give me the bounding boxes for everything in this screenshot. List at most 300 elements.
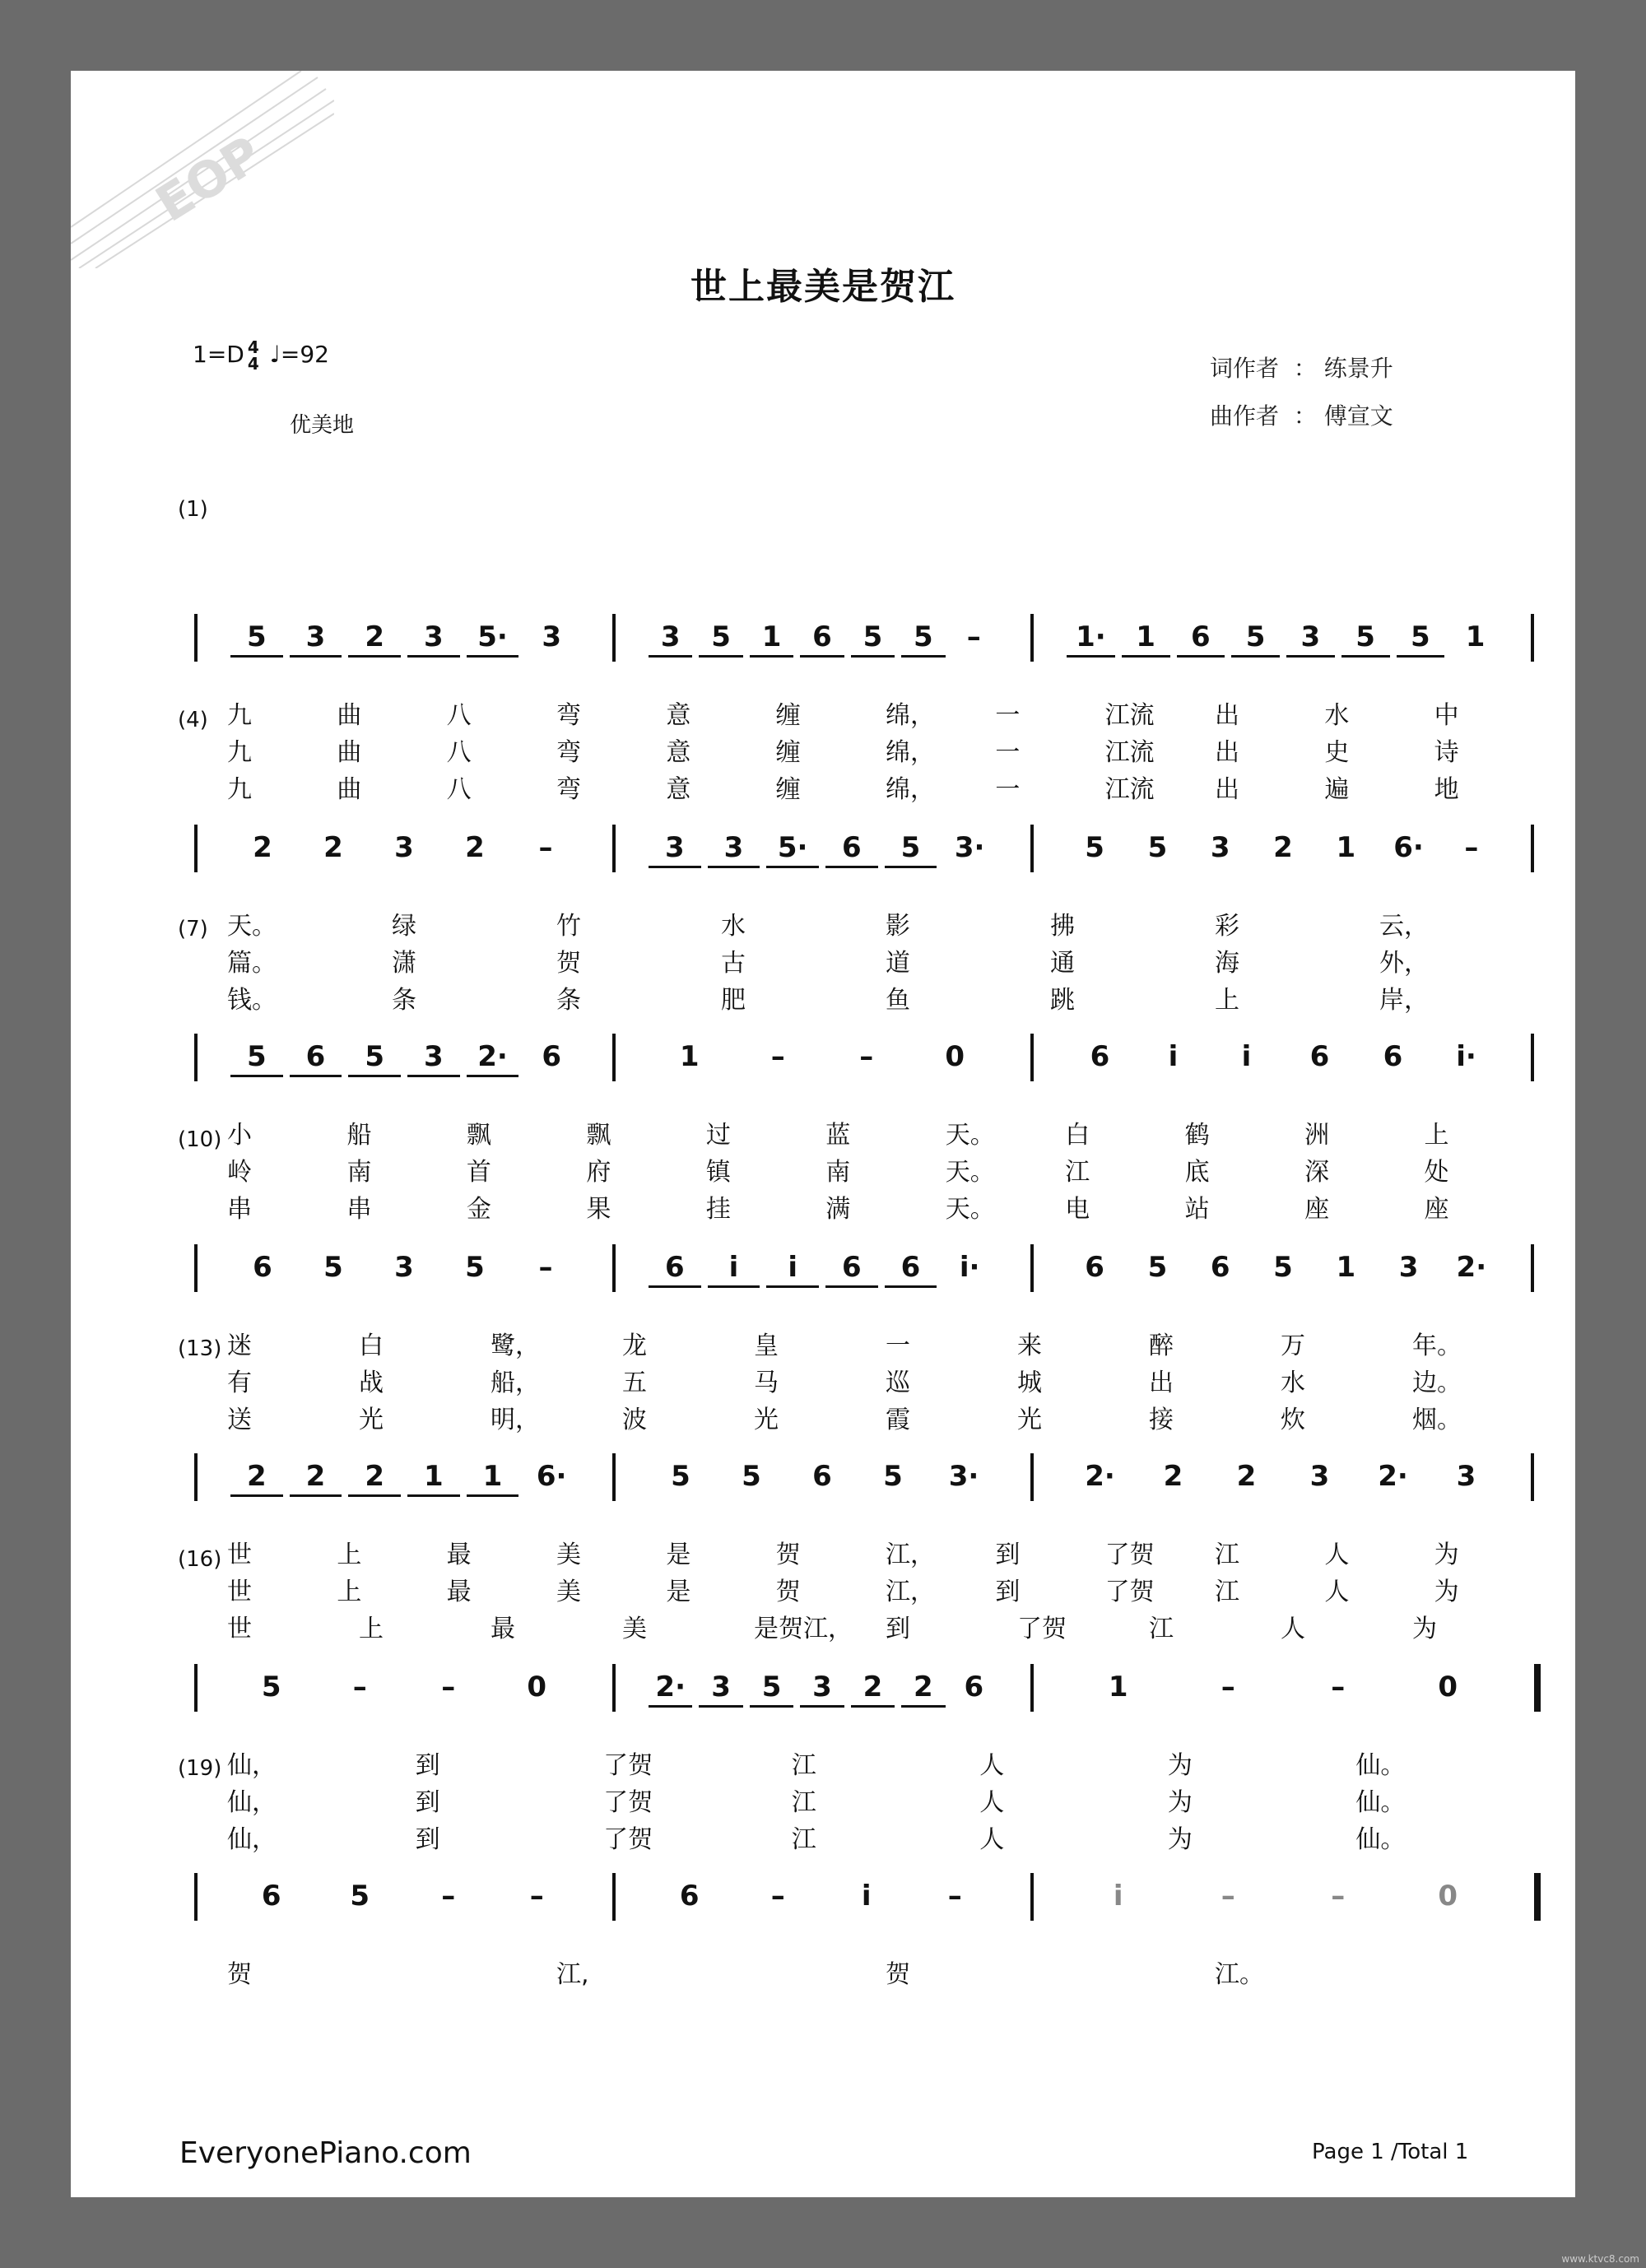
lyric-syllable: 江	[1149, 1615, 1174, 1643]
quarter-note-icon: ♩	[269, 341, 281, 368]
lyric-syllable: 江，	[886, 1578, 935, 1606]
note: i	[861, 1880, 872, 1912]
note: 2	[914, 1671, 933, 1703]
note: 3	[812, 1671, 832, 1703]
note: 0	[945, 1040, 965, 1073]
note: –	[441, 1880, 456, 1912]
note: 5	[711, 620, 731, 653]
note: 6	[1210, 1251, 1230, 1284]
lyric-syllable: 水	[1281, 1369, 1305, 1397]
lyric-syllable: 船	[346, 1121, 372, 1150]
note: –	[966, 620, 981, 653]
beam-underline	[766, 866, 819, 868]
bar-line	[612, 1453, 616, 1501]
note: 3	[542, 620, 561, 653]
lyric-syllable: 八	[446, 738, 472, 767]
lyric-syllable: 江	[791, 1825, 816, 1854]
lyric-syllable: 鹭，	[491, 1332, 540, 1360]
lyric-syllable: 皇	[754, 1332, 779, 1360]
lyric-syllable: 白	[359, 1332, 384, 1360]
note: 3	[394, 831, 414, 864]
note: 5	[1411, 620, 1430, 653]
note: 2·	[477, 1040, 508, 1073]
lyric-syllable: 通	[1050, 949, 1075, 978]
lyric-syllable: 了贺	[1104, 1578, 1155, 1606]
lyric-syllable: 人	[1324, 1578, 1350, 1606]
lyric-syllable: 边。	[1412, 1369, 1462, 1397]
lyric-syllable: 波	[622, 1406, 647, 1434]
lyric-syllable: 上	[359, 1615, 384, 1643]
lyric-syllable: 醉	[1149, 1332, 1174, 1360]
lyric-syllable: 城	[1017, 1369, 1042, 1397]
bar-line	[194, 1034, 198, 1081]
lyric-syllable: 一	[995, 738, 1021, 767]
lyric-syllable: 送	[227, 1406, 252, 1434]
lyric-syllable: 岸，	[1379, 986, 1429, 1015]
bar-line	[1030, 614, 1034, 662]
note: 2	[305, 1460, 326, 1493]
beam-underline	[708, 866, 760, 868]
note: 1	[482, 1460, 503, 1493]
beam-underline	[467, 655, 519, 658]
note: 1	[1108, 1671, 1128, 1703]
note: 1	[1336, 831, 1356, 864]
bar-line	[612, 1873, 616, 1921]
lyric-syllable: 潇	[392, 949, 416, 978]
beam-underline	[290, 1494, 342, 1497]
note: 5	[1147, 831, 1168, 864]
note: 0	[1438, 1671, 1458, 1703]
note: 3	[711, 1671, 731, 1703]
bar-line	[1030, 1873, 1034, 1921]
measure-number: (13)	[178, 1336, 222, 1361]
note: 6	[1085, 1251, 1104, 1284]
lyric-syllable: 了贺	[603, 1788, 653, 1817]
note: 5	[900, 831, 921, 864]
lyric-syllable: 到	[415, 1788, 440, 1817]
lyric-syllable: 万	[1281, 1332, 1305, 1360]
note: 3	[1210, 831, 1230, 864]
bar-line	[194, 614, 198, 662]
beam-underline	[290, 1075, 342, 1077]
lyric-syllable: 影	[886, 912, 910, 941]
bar-line	[612, 1034, 616, 1081]
note: i	[788, 1251, 797, 1284]
lyric-syllable: 古	[721, 949, 746, 978]
lyric-syllable: 篇。	[227, 949, 277, 978]
lyric-syllable: 出	[1215, 738, 1239, 767]
note: 6	[679, 1880, 700, 1912]
lyric-syllable: 到	[415, 1751, 440, 1780]
lyric-syllable: 霞	[886, 1406, 910, 1434]
note: 2·	[655, 1671, 686, 1703]
lyric-syllable: 江,	[556, 1960, 589, 1989]
note: –	[538, 831, 553, 864]
lyric-syllable: 镇	[705, 1158, 731, 1187]
lyric-syllable: 光	[754, 1406, 779, 1434]
note: 5	[350, 1880, 370, 1912]
note: –	[538, 1251, 553, 1284]
beam-underline	[1067, 655, 1115, 658]
note: 3	[394, 1251, 414, 1284]
lyric-syllable: 九	[227, 775, 252, 804]
footer-site: EveryonePiano.com	[179, 2136, 472, 2170]
lyric-syllable: 曲	[337, 701, 362, 730]
lyric-syllable: 人	[979, 1751, 1005, 1780]
note: 5	[742, 1460, 761, 1493]
lyric-syllable: 美	[556, 1541, 581, 1569]
beam-underline	[1341, 655, 1390, 658]
bar-line	[1531, 1244, 1534, 1292]
lyric-syllable: 最	[446, 1541, 472, 1569]
bar-line	[1531, 614, 1534, 662]
beam-underline	[649, 1285, 701, 1288]
lyric-syllable: 是贺江，	[754, 1615, 853, 1643]
lyric-syllable: 烟。	[1412, 1406, 1462, 1434]
lyric-syllable: 遍	[1324, 775, 1350, 804]
note: 0	[1438, 1880, 1458, 1912]
lyric-syllable: 船，	[491, 1369, 540, 1397]
lyric-syllable: 江流	[1104, 738, 1155, 767]
beam-underline	[708, 1285, 760, 1288]
note: 5	[914, 620, 933, 653]
measure-number: (4)	[178, 708, 208, 732]
bar-line	[1030, 1453, 1034, 1501]
note: 5	[1355, 620, 1375, 653]
lyric-syllable: 座	[1424, 1195, 1449, 1224]
lyric-syllable: 诗	[1434, 738, 1459, 767]
lyric-syllable: 人	[979, 1825, 1005, 1854]
lyric-syllable: 上	[1424, 1121, 1449, 1150]
lyric-syllable: 光	[1017, 1406, 1042, 1434]
note: 5	[323, 1251, 343, 1284]
beam-underline	[1397, 655, 1445, 658]
lyric-syllable: 南	[825, 1158, 851, 1187]
lyric-syllable: 水	[721, 912, 746, 941]
lyric-syllable: 天。	[945, 1121, 995, 1150]
beam-underline	[800, 655, 844, 658]
lyric-syllable: 串	[227, 1195, 252, 1224]
lyric-syllable: 深	[1304, 1158, 1330, 1187]
lyric-syllable: 到	[886, 1615, 910, 1643]
bar-line	[1030, 825, 1034, 872]
note: 1·	[1076, 620, 1106, 653]
lyric-syllable: 站	[1184, 1195, 1210, 1224]
beam-underline	[407, 1075, 460, 1077]
note: 0	[527, 1671, 547, 1703]
lyric-syllable: 为	[1434, 1541, 1459, 1569]
lyric-syllable: 贺	[556, 949, 581, 978]
lyric-syllable: 仙。	[1355, 1751, 1406, 1780]
lyric-syllable: 洲	[1304, 1121, 1330, 1150]
lyric-syllable: 南	[346, 1158, 372, 1187]
lyric-syllable: 缠	[775, 701, 801, 730]
note: 2	[1163, 1460, 1183, 1493]
note: 3	[423, 1040, 444, 1073]
lyric-syllable: 一	[886, 1332, 910, 1360]
bar-line	[1030, 1034, 1034, 1081]
note: –	[352, 1671, 367, 1703]
note: 6	[1191, 620, 1211, 653]
note: 5	[761, 1671, 782, 1703]
lyric-syllable: 江流	[1104, 775, 1155, 804]
note: 5	[246, 1040, 267, 1073]
lyric-syllable: 意	[666, 701, 691, 730]
beam-underline	[649, 1705, 692, 1708]
lyric-syllable: 世	[227, 1578, 252, 1606]
note: 2	[1236, 1460, 1257, 1493]
note: 6	[964, 1671, 984, 1703]
bar-line	[1531, 1453, 1534, 1501]
note: 6	[664, 1251, 685, 1284]
note: 5	[671, 1460, 690, 1493]
measure-number: (7)	[178, 917, 208, 941]
beam-underline	[901, 1705, 945, 1708]
lyric-syllable: 钱。	[227, 986, 277, 1015]
note: 2	[365, 1460, 384, 1493]
note: 3	[305, 620, 326, 653]
note: 5	[261, 1671, 281, 1703]
lyric-syllable: 条	[556, 986, 581, 1015]
lyric-syllable: 中	[1434, 701, 1459, 730]
lyric-syllable: 贺	[227, 1960, 252, 1989]
beam-underline	[825, 1285, 878, 1288]
note: 2	[465, 831, 485, 864]
beam-underline	[407, 1494, 460, 1497]
beam-underline	[348, 655, 401, 658]
note: 3	[1456, 1460, 1476, 1493]
lyric-syllable: 为	[1167, 1825, 1193, 1854]
lyric-syllable: 美	[622, 1615, 647, 1643]
note: –	[1331, 1880, 1346, 1912]
note: 2	[246, 1460, 267, 1493]
beam-underline	[750, 655, 793, 658]
lyric-syllable: 飘	[466, 1121, 491, 1150]
lyric-syllable: 仙，	[227, 1788, 277, 1817]
key-signature	[193, 339, 329, 372]
lyric-syllable: 云，	[1379, 912, 1429, 941]
beam-underline	[348, 1494, 401, 1497]
note: –	[947, 1880, 962, 1912]
lyric-syllable: 人	[1281, 1615, 1305, 1643]
beam-underline	[885, 1285, 937, 1288]
song-title: 世上最美是贺江	[690, 266, 956, 308]
note: 6	[841, 831, 862, 864]
lyric-syllable: 九	[227, 701, 252, 730]
tempo-value: =92	[280, 341, 329, 368]
note: 1	[761, 620, 782, 653]
beam-underline	[407, 655, 460, 658]
svg-text:EOP: EOP	[146, 125, 272, 234]
lyric-syllable: 为	[1412, 1615, 1437, 1643]
note: 5·	[477, 620, 508, 653]
lyric-syllable: 江流	[1104, 701, 1155, 730]
note: 2·	[1456, 1251, 1487, 1284]
lyric-syllable: 为	[1167, 1788, 1193, 1817]
lyric-syllable: 缠	[775, 775, 801, 804]
lyric-syllable: 处	[1424, 1158, 1449, 1187]
lyric-syllable: 接	[1149, 1406, 1174, 1434]
beam-underline	[348, 1075, 401, 1077]
lyric-syllable: 绵，	[886, 775, 935, 804]
note: 2	[1273, 831, 1293, 864]
bar-line	[194, 1453, 198, 1501]
note: i·	[1456, 1040, 1476, 1073]
lyric-syllable: 缠	[775, 738, 801, 767]
note: 5	[863, 620, 883, 653]
lyric-syllable: 挂	[705, 1195, 731, 1224]
beam-underline	[901, 655, 945, 658]
lyric-syllable: 仙。	[1355, 1825, 1406, 1854]
note: 6	[1383, 1040, 1403, 1073]
bar-line	[612, 825, 616, 872]
bar-line	[1030, 1664, 1034, 1712]
note: 5	[1147, 1251, 1168, 1284]
bar-line	[612, 1664, 616, 1712]
note: 1	[1136, 620, 1155, 653]
lyric-syllable: 底	[1184, 1158, 1210, 1187]
note: 6	[261, 1880, 281, 1912]
lyric-syllable: 炊	[1281, 1406, 1305, 1434]
beam-underline	[851, 1705, 895, 1708]
note: 6	[305, 1040, 326, 1073]
lyric-syllable: 肥	[721, 986, 746, 1015]
note: –	[529, 1880, 544, 1912]
eop-watermark-icon	[71, 71, 334, 268]
lyric-syllable: 八	[446, 701, 472, 730]
lyric-syllable: 光	[359, 1406, 384, 1434]
lyric-syllable: 曲	[337, 738, 362, 767]
lyric-syllable: 跳	[1050, 986, 1075, 1015]
note: 1	[1465, 620, 1486, 653]
note: –	[770, 1880, 785, 1912]
lyric-syllable: 座	[1304, 1195, 1330, 1224]
lyric-syllable: 了贺	[1104, 1541, 1155, 1569]
lyric-syllable: 水	[1324, 701, 1350, 730]
note: 3	[723, 831, 744, 864]
note: 6	[542, 1040, 561, 1073]
notation-row	[194, 825, 1544, 874]
lyric-syllable: 了贺	[603, 1751, 653, 1780]
lyric-syllable: 到	[995, 1578, 1021, 1606]
lyric-syllable: 了贺	[603, 1825, 653, 1854]
bar-line	[612, 1244, 616, 1292]
note: 6	[841, 1251, 862, 1284]
note: 6	[1309, 1040, 1330, 1073]
bar-line	[194, 1244, 198, 1292]
note: 3·	[954, 831, 985, 864]
beam-underline	[230, 655, 283, 658]
note: 3	[1309, 1460, 1330, 1493]
lyric-syllable: 首	[466, 1158, 491, 1187]
lyric-syllable: 出	[1215, 775, 1239, 804]
composer-credit: 曲作者 ： 傅宣文	[1210, 402, 1393, 430]
note: 3	[664, 831, 685, 864]
lyric-syllable: 江	[1065, 1158, 1090, 1187]
beam-underline	[825, 866, 878, 868]
note: i	[1168, 1040, 1179, 1073]
lyric-syllable: 江。	[1215, 1960, 1264, 1989]
lyric-syllable: 五	[622, 1369, 647, 1397]
lyric-syllable: 江	[791, 1788, 816, 1817]
note: 6·	[536, 1460, 567, 1493]
lyric-syllable: 马	[754, 1369, 779, 1397]
lyricist-credit: 词作者 ： 练景升	[1210, 355, 1393, 382]
lyric-syllable: 年。	[1412, 1332, 1462, 1360]
lyric-syllable: 是	[666, 1578, 691, 1606]
time-signature: 4 4	[247, 337, 259, 374]
lyric-syllable: 上	[337, 1541, 362, 1569]
note: 5	[1085, 831, 1104, 864]
beam-underline	[467, 1075, 519, 1077]
lyric-syllable: 仙，	[227, 1751, 277, 1780]
notation-row	[194, 1244, 1544, 1294]
lyric-syllable: 一	[995, 775, 1021, 804]
bar-line	[612, 614, 616, 662]
note: 6	[1090, 1040, 1110, 1073]
beam-underline	[1286, 655, 1335, 658]
lyric-syllable: 鹤	[1184, 1121, 1210, 1150]
lyric-syllable: 满	[825, 1195, 851, 1224]
lyric-syllable: 岭	[227, 1158, 252, 1187]
lyric-syllable: 了贺	[1017, 1615, 1067, 1643]
lyric-syllable: 府	[586, 1158, 611, 1187]
note: 6	[812, 620, 832, 653]
lyric-syllable: 弯	[556, 775, 581, 804]
lyric-syllable: 世	[227, 1541, 252, 1569]
note: i·	[959, 1251, 980, 1284]
lyric-syllable: 江	[1215, 1578, 1239, 1606]
lyric-syllable: 仙，	[227, 1825, 277, 1854]
note: –	[1221, 1671, 1235, 1703]
note: 5	[246, 620, 267, 653]
lyric-syllable: 外，	[1379, 949, 1429, 978]
note: 1	[423, 1460, 444, 1493]
note: 6	[253, 1251, 272, 1284]
measure-number: (19)	[178, 1756, 222, 1781]
note: 1	[1336, 1251, 1356, 1284]
lyric-syllable: 贺	[775, 1541, 801, 1569]
lyric-syllable: 鱼	[886, 986, 910, 1015]
note: 2	[863, 1671, 883, 1703]
lyric-syllable: 明，	[491, 1406, 540, 1434]
lyric-syllable: 过	[705, 1121, 731, 1150]
beam-underline	[800, 1705, 844, 1708]
lyric-syllable: 贺	[886, 1960, 910, 1989]
note: –	[441, 1671, 456, 1703]
note: i	[1241, 1040, 1252, 1073]
key-prefix: 1=D	[193, 341, 244, 368]
lyric-syllable: 电	[1065, 1195, 1090, 1224]
lyric-syllable: 上	[1215, 986, 1239, 1015]
lyric-syllable: 弯	[556, 701, 581, 730]
note: 5	[465, 1251, 485, 1284]
note: 2·	[1085, 1460, 1115, 1493]
beam-underline	[290, 655, 342, 658]
lyric-syllable: 是	[666, 1541, 691, 1569]
lyric-syllable: 江，	[886, 1541, 935, 1569]
lyric-syllable: 彩	[1215, 912, 1239, 941]
note: 5	[883, 1460, 903, 1493]
beam-underline	[885, 866, 937, 868]
note: 2	[323, 831, 343, 864]
lyric-syllable: 上	[337, 1578, 362, 1606]
note: 3	[660, 620, 681, 653]
beam-underline	[1122, 655, 1170, 658]
lyric-syllable: 史	[1324, 738, 1350, 767]
lyric-syllable: 到	[995, 1541, 1021, 1569]
beam-underline	[649, 655, 692, 658]
